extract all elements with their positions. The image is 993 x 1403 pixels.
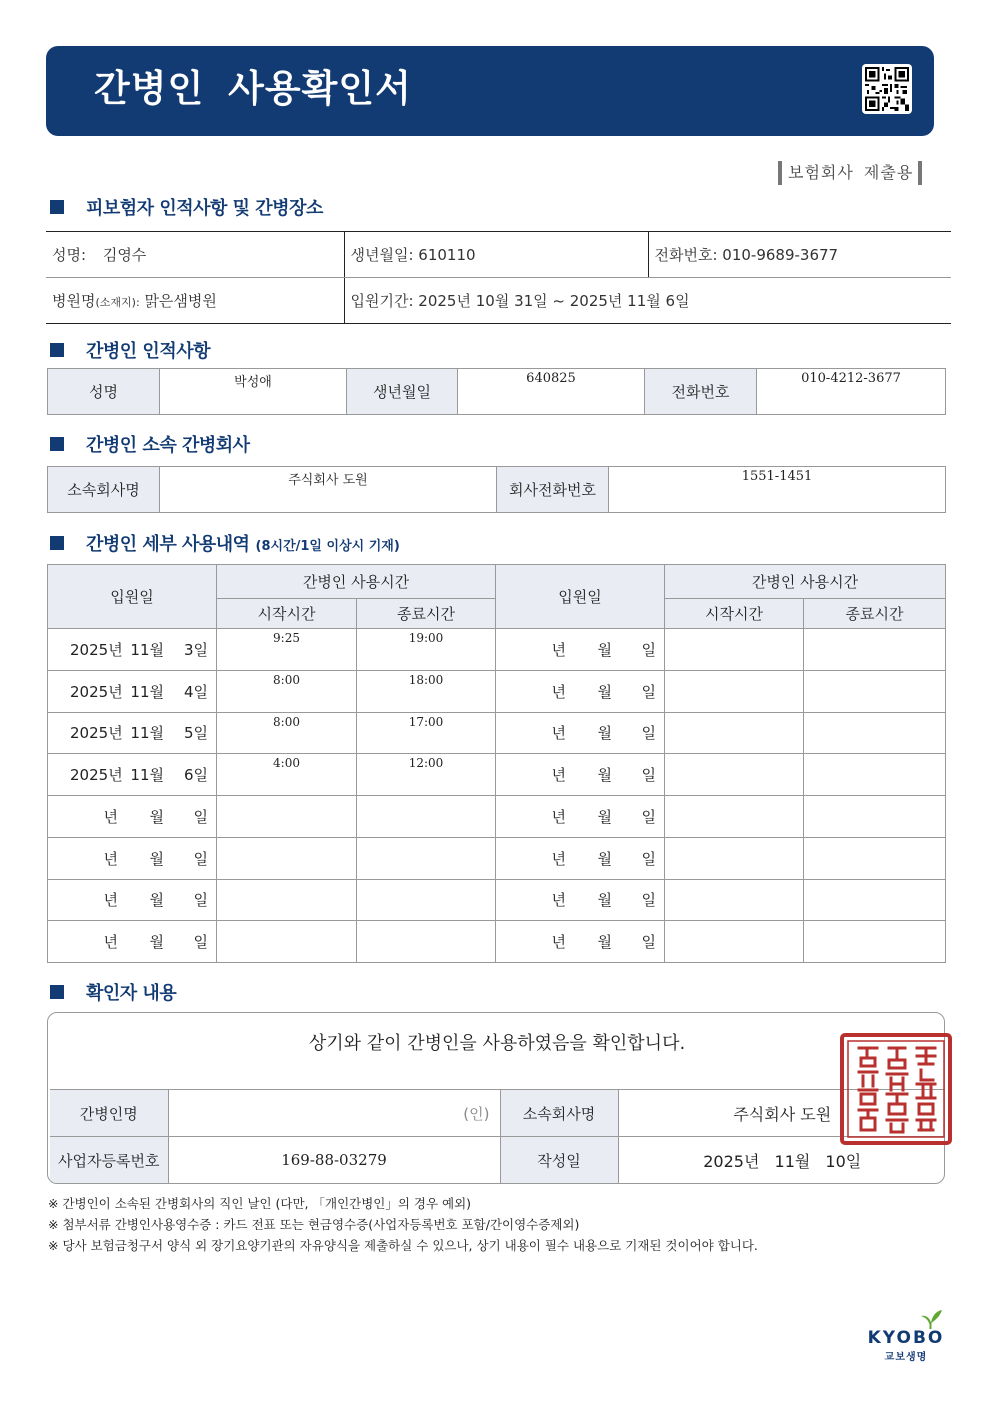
month-unit: 월 [597,766,613,785]
business-reg-label: 사업자등록번호 [50,1137,168,1184]
note-item: ※ 첨부서류 간병인사용영수증 : 카드 전표 또는 현금영수증(사업자등록번호 포함/간이영수증제외) [48,1217,580,1232]
day-unit: 일 [641,807,657,826]
usage-date-cell [496,670,665,712]
qr-code-icon [862,64,912,114]
month-unit: 월 [149,682,164,701]
usage-year: 2025 [70,640,109,659]
caregiver-signature-cell[interactable] [168,1090,500,1137]
usage-date-cell [48,712,217,754]
usage-end-time [357,837,496,879]
section-bullet-icon [50,200,64,214]
month-unit: 월 [597,640,613,659]
company-table [47,466,946,513]
hospital-label-small: (소재지): [95,296,140,309]
usage-year: 2025 [70,766,109,785]
section-bullet-icon [50,343,64,357]
usage-date-cell [496,837,665,879]
usage-month: 11 [130,766,150,785]
year-unit: 년 [103,849,118,868]
usage-start-time [665,879,804,921]
usage-day: 6 [183,766,194,785]
admission-period-label: 입원기간: [350,292,414,310]
insured-table [46,231,951,324]
year-unit: 년 [103,807,118,826]
hospital-value: 맑은샘병원 [144,292,217,310]
confirm-company-value: 주식회사 도원 [618,1090,945,1137]
usage-end-time: 19:00 [357,629,496,671]
confirmation-statement: 상기와 같이 간병인을 사용하였음을 확인합니다. [308,1033,686,1054]
month-unit: 월 [597,933,613,952]
section-subtitle: (8시간/1일 이상시 기재) [255,539,400,554]
usage-date-cell [48,879,217,921]
usage-day: 4 [183,682,194,701]
usage-end-time [357,796,496,838]
caregiver-birth-label: 생년월일 [347,369,458,415]
usage-date-cell [496,879,665,921]
company-name-value: 주식회사 도원 [160,467,497,513]
usage-end-time [804,796,946,838]
usage-start-time: 9:25 [217,629,357,671]
insured-phone-label: 전화번호: [654,246,718,264]
month-unit: 월 [149,807,164,826]
usage-start-time [665,796,804,838]
written-date-label: 작성일 [500,1137,618,1184]
usage-start-time [665,629,804,671]
caregiver-phone-label: 전화번호 [645,369,757,415]
usage-start-header: 시작시간 [217,599,357,629]
usage-date-cell [496,754,665,796]
usage-date-cell [496,712,665,754]
insured-name-value: 김영수 [102,246,147,264]
usage-start-time [665,670,804,712]
usage-month: 11 [130,640,150,659]
usage-date-cell [496,796,665,838]
insured-name-cell [46,232,344,278]
usage-row [48,837,946,879]
usage-end-time [804,921,946,963]
day-unit: 일 [641,849,657,868]
usage-row [48,921,946,963]
section-confirm-heading [50,979,176,1005]
insured-birth-label: 생년월일: [350,246,414,264]
month-unit: 월 [597,724,613,743]
insured-phone-value: 010-9689-3677 [722,246,839,264]
note-item: ※ 당사 보험금청구서 양식 외 장기요양기관의 자유양식을 제출하실 수 있으나, 상기 내용이 필수 내용으로 기재된 것이어야 합니다. [48,1238,758,1253]
business-reg-value: 169-88-03279 [168,1137,500,1184]
caregiver-table [47,368,946,415]
hospital-cell [46,278,344,324]
usage-end-time: 18:00 [357,670,496,712]
written-date-value: 2025년 11월 10일 [618,1137,945,1184]
insured-name-label: 성명: [52,246,87,264]
usage-end-time: 17:00 [357,712,496,754]
day-unit: 일 [641,766,657,785]
insured-phone-cell [648,232,951,278]
logo-wordmark: KYOBO [867,1328,945,1348]
day-unit: 일 [193,891,208,910]
day-unit: 일 [193,807,208,826]
usage-date-cell [496,921,665,963]
day-unit: 일 [641,724,657,743]
company-phone-value: 1551-1451 [609,467,946,513]
usage-start-time [217,837,357,879]
section-title: 피보험자 인적사항 및 간병장소 [86,198,323,219]
caregiver-birth-value: 640825 [458,369,645,415]
company-name-label: 소속회사명 [48,467,160,513]
month-unit: 월 [149,766,164,785]
month-unit: 월 [149,891,164,910]
year-unit: 년 [108,640,123,659]
day-unit: 일 [193,766,208,785]
usage-date-cell [48,837,217,879]
section-insured-heading [50,194,323,220]
usage-start-time [665,712,804,754]
day-unit: 일 [641,933,657,952]
company-phone-label: 회사전화번호 [497,467,609,513]
usage-row [48,629,946,671]
year-unit: 년 [551,766,567,785]
company-seal-stamp-icon [839,1032,953,1146]
usage-date-cell [48,921,217,963]
year-unit: 년 [108,682,123,701]
usage-table [47,564,946,963]
section-caregiver-heading [50,337,210,363]
day-unit: 일 [193,933,208,952]
usage-end-time [357,921,496,963]
confirmation-table [50,1089,945,1184]
usage-start-time [217,921,357,963]
year-unit: 년 [551,640,567,659]
usage-day: 3 [183,640,194,659]
month-unit: 월 [149,933,164,952]
usage-row [48,754,946,796]
usage-date-cell [48,796,217,838]
usage-start-time [217,879,357,921]
section-bullet-icon [50,437,64,451]
usage-end-time [804,879,946,921]
caregiver-name-value: 박성애 [160,369,347,415]
day-unit: 일 [641,891,657,910]
usage-date-cell [496,629,665,671]
usage-row [48,712,946,754]
usage-end-time [804,712,946,754]
day-unit: 일 [193,640,208,659]
notes [48,1193,758,1256]
usage-month: 11 [130,724,150,743]
month-unit: 월 [597,849,613,868]
header-bar [46,46,934,136]
insured-birth-cell [344,232,648,278]
usage-row [48,879,946,921]
day-unit: 일 [193,849,208,868]
usage-row [48,670,946,712]
usage-date-cell [48,670,217,712]
usage-date-header: 입원일 [496,565,665,629]
usage-start-time: 8:00 [217,670,357,712]
usage-date-header: 입원일 [48,565,217,629]
usage-end-time [357,879,496,921]
day-unit: 일 [641,682,657,701]
section-title: 간병인 소속 간병회사 [86,435,250,456]
usage-end-time [804,837,946,879]
year-unit: 년 [551,724,567,743]
section-title: 확인자 내용 [86,983,177,1004]
usage-year: 2025 [70,682,109,701]
year-unit: 년 [103,891,118,910]
year-unit: 년 [551,849,567,868]
year-unit: 년 [108,724,123,743]
section-company-heading [50,431,250,457]
admission-period-value: 2025년 10월 31일 ~ 2025년 11월 6일 [418,292,690,310]
usage-end-time [804,670,946,712]
section-title: 간병인 세부 사용내역 [86,534,250,555]
usage-date-cell [48,629,217,671]
seal-mark: (인) [463,1104,490,1123]
insured-birth-value: 610110 [418,246,476,264]
admission-period-cell [344,278,951,324]
usage-day: 5 [183,724,194,743]
usage-end-time: 12:00 [357,754,496,796]
month-unit: 월 [597,807,613,826]
usage-end-time [804,629,946,671]
usage-date-cell [48,754,217,796]
usage-start-time [665,921,804,963]
usage-time-header: 간병인 사용시간 [217,565,496,599]
year-unit: 년 [103,933,118,952]
month-unit: 월 [149,640,164,659]
confirm-company-label: 소속회사명 [500,1090,618,1137]
logo-subtitle: 교보생명 [884,1352,928,1363]
usage-start-header: 시작시간 [665,599,804,629]
section-usage-heading [50,530,400,556]
usage-start-time: 4:00 [217,754,357,796]
usage-start-time [217,796,357,838]
month-unit: 월 [597,891,613,910]
kyobo-logo [866,1308,946,1364]
usage-end-time [804,754,946,796]
month-unit: 월 [149,849,164,868]
kyobo-leaf-logo-icon [918,1308,944,1330]
day-unit: 일 [193,682,208,701]
section-bullet-icon [50,536,64,550]
year-unit: 년 [108,766,123,785]
caregiver-phone-value: 010-4212-3677 [757,369,946,415]
usage-start-time [665,837,804,879]
usage-month: 11 [130,682,150,701]
month-unit: 월 [149,724,164,743]
confirmation-box [47,1012,945,1184]
usage-start-time: 8:00 [217,712,357,754]
day-unit: 일 [193,724,208,743]
section-title: 간병인 인적사항 [86,341,210,362]
caregiver-name-label: 성명 [48,369,160,415]
section-bullet-icon [50,985,64,999]
usage-start-time [665,754,804,796]
year-unit: 년 [551,807,567,826]
usage-end-header: 종료시간 [357,599,496,629]
month-unit: 월 [597,682,613,701]
year-unit: 년 [551,933,567,952]
year-unit: 년 [551,891,567,910]
note-item: ※ 간병인이 소속된 간병회사의 직인 날인 (다만, 「개인간병인」의 경우 예외) [48,1196,472,1211]
caregiver-signature-label: 간병인명 [50,1090,168,1137]
day-unit: 일 [641,640,657,659]
document-title: 간병인 사용확인서 [94,67,412,110]
hospital-label: 병원명 [52,292,96,310]
usage-time-header: 간병인 사용시간 [665,565,946,599]
usage-year: 2025 [70,724,109,743]
usage-row [48,796,946,838]
usage-end-header: 종료시간 [804,599,946,629]
year-unit: 년 [551,682,567,701]
submission-tag: 보험회사 제출용 [788,160,913,183]
